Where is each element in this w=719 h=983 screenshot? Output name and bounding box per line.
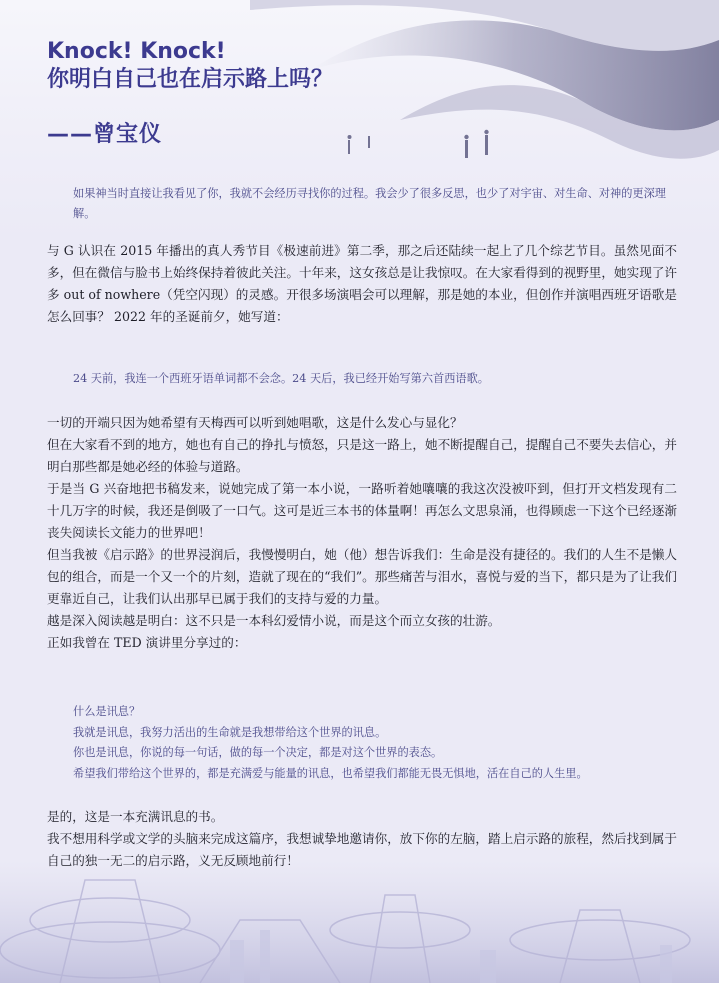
body-line-5: 越是深入阅读越是明白：这不只是一本科幻爱情小说，而是这个而立女孩的壮游。	[47, 613, 501, 628]
body-line-6: 正如我曾在 TED 演讲里分享过的：	[47, 635, 247, 650]
author-signature: ——曾宝仪	[47, 122, 163, 147]
ted-quote-line-2: 我就是讯息，我努力活出的生命就是我想带给这个世界的讯息。	[73, 725, 387, 739]
paragraph-closing	[47, 806, 677, 872]
paragraph-body	[47, 412, 677, 654]
closing-line-1: 是的，这是一本充满讯息的书。	[47, 809, 224, 824]
ted-quote-line-4: 希望我们带给这个世界的，都是充满爱与能量的讯息，也希望我们都能无畏无惧地，活在自己的人生里。	[73, 766, 588, 780]
paragraph-intro	[47, 240, 677, 328]
opening-quote: 如果神当时直接让我看见了你，我就不会经历寻找你的过程。我会少了很多反思，也少了对宇宙、对生命、对神的更深理解。	[73, 187, 666, 220]
snowy-landscape-illustration	[250, 0, 719, 190]
closing-line-2: 我不想用科学或文学的头脑来完成这篇序，我想诚挚地邀请你，放下你的左脑，踏上启示路的旅程，然后找到属于自己的独一无二的启示路，义无反顾地前行！	[47, 831, 677, 868]
paragraph-intro-text: 与 G 认识在 2015 年播出的真人秀节目《极速前进》第二季，那之后还陆续一起上了几个综艺节目。虽然见面不多，但在微信与脸书上始终保持着彼此关注。十年来，这女孩总是让我惊叹。在大家看得到的视野里，她实现了许多 out of nowhere（凭空闪现）的灵感。开很多场演唱会可以理解，那是她的本业，但创作并演唱西班牙语歌是怎么回事？ 2022 年的圣诞前夕，她写道：	[47, 243, 677, 324]
christmas-quote: 24 天前，我连一个西班牙语单词都不会念。24 天后，我已经开始写第六首西语歌。	[73, 372, 489, 385]
title-block	[47, 38, 333, 94]
ted-quote-line-1: 什么是讯息？	[73, 705, 141, 718]
body-line-3: 于是当 G 兴奋地把书稿发来，说她完成了第一本小说，一路听着她嚷嚷的我这次没被吓到，但打开文档发现有二十几万字的时候，我还是倒吸了一口气。这可是近三本书的体量啊！再怎么文思泉涌，也得顾虑一下这个已经逐渐丧失阅读长文能力的世界吧！	[47, 481, 677, 540]
ted-quote	[73, 702, 673, 784]
body-line-4: 但当我被《启示路》的世界浸润后，我慢慢明白，她（他）想告诉我们：生命是没有捷径的。我们的人生不是懒人包的组合，而是一个又一个的片刻，造就了现在的“我们”。那些痛苦与泪水，喜悦与爱的当下，都只是为了让我们更靠近自己，让我们认出那早已属于我们的支持与爱的力量。	[47, 547, 677, 606]
body-line-1: 一切的开端只因为她希望有天梅西可以听到她唱歌，这是什么发心与显化？	[47, 415, 463, 430]
title-line-2: 你明白自己也在启示路上吗？	[47, 67, 334, 92]
title-line-1: Knock! Knock!	[47, 39, 226, 64]
body-line-2: 但在大家看不到的地方，她也有自己的挣扎与愤怒，只是这一路上，她不断提醒自己，提醒自己不要失去信心，并明白那些都是她必经的体验与道路。	[47, 437, 677, 474]
ted-quote-line-3: 你也是讯息，你说的每一句话，做的每一个决定，都是对这个世界的表态。	[73, 746, 443, 759]
